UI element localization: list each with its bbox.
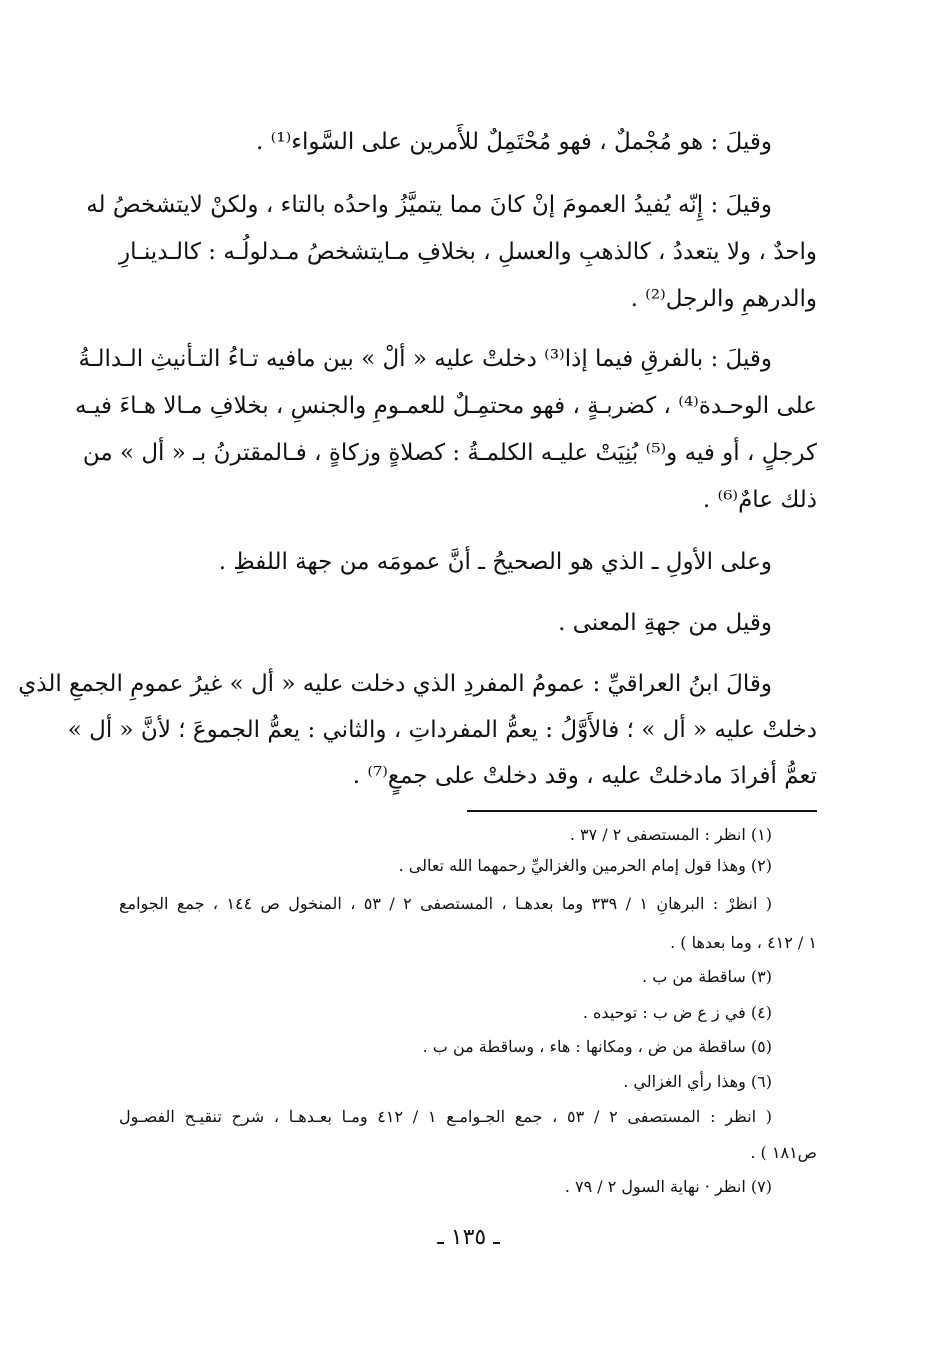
footnote-line: (٦) وهذا رأي الغزالي . xyxy=(623,1072,772,1091)
footnote-line: ( انظرْ : البرهانِ ١ / ٣٣٩ وما بعدهـا ، المستصفى ٢ / ٥٣ ، المنخول ص ١٤٤ ، جمع الجوامع xyxy=(119,894,773,913)
body-line: تعمُّ أفرادَ مادخلتْ عليه ، وقد دخلتْ على جمعٍ⁽⁷⁾ . xyxy=(352,763,817,789)
footnote-line: ص١٨١ ) . xyxy=(750,1143,817,1162)
body-line: وقيل من جهةِ المعنى . xyxy=(558,610,772,636)
footnote-separator xyxy=(467,810,817,812)
body-line: وقيلَ : هو مُجْملٌ ، فهو مُحْتَمِلٌ للأَمرين على السَّواء⁽¹⁾ . xyxy=(256,129,772,155)
footnote-line: (٣) ساقطة من ب . xyxy=(642,967,772,986)
body-line: على الوحـدة⁽⁴⁾ ، كضربـةٍ ، فهو محتمِـلٌ للعمـومِ والجنسِ ، بخلافِ مـالا هـاءَ فيـه xyxy=(75,393,817,419)
body-line: ذلك عامٌ⁽⁶⁾ . xyxy=(702,487,817,513)
footnote-line: (١) انظر : المستصفى ٢ / ٣٧ . xyxy=(569,825,772,844)
footnote-line: (٢) وهذا قول إمام الحرمين والغزاليِّ رحمهما الله تعالى . xyxy=(398,856,772,875)
body-line: وعلى الأولِ ـ الذي هو الصحيحُ ـ أنَّ عمومَه من جهة اللفظِ . xyxy=(218,549,772,575)
body-line: كرجلٍ ، أو فيه و⁽⁵⁾ بُنِيَتْ عليـه الكلمـةُ : كصلاةٍ وزكاةٍ ، فـالمقترنُ بـ « أل » من xyxy=(82,440,817,466)
body-line: والدرهمِ والرجل⁽²⁾ . xyxy=(630,286,817,312)
body-line: وقيلَ : بالفرقِ فيما إذا⁽³⁾ دخلتْ عليه « ألْ » بين مافيه تـاءُ التـأنيثِ الـدالـةُ xyxy=(78,346,772,372)
body-line: وقيلَ : إِنّه يُفيدُ العمومَ إنْ كانَ مما يتميَّزُ واحدُه بالتاء ، ولكنْ لايتشخصُ له xyxy=(86,192,772,218)
footnote-line: (٧) انظر · نهاية السول ٢ / ٧٩ . xyxy=(564,1177,772,1196)
body-line: دخلتْ عليه « أل » ؛ فالأَوَّلُ : يعمُّ المفرداتِ ، والثاني : يعمُّ الجموعَ ؛ لأنَّ « أل » xyxy=(67,717,817,743)
footnote-line: ١ / ٤١٢ ، وما بعدها ) . xyxy=(670,933,817,952)
body-line: وقالَ ابنُ العراقيِّ : عمومُ المفردِ الذي دخلت عليه « أل » غيرُ عمومِ الجمعِ الذي xyxy=(18,671,772,697)
page-number: ـ ١٣٥ ـ xyxy=(437,1225,500,1250)
footnote-line: (٤) في ز ع ض ب : توحيده . xyxy=(582,1003,772,1022)
body-line: واحدٌ ، ولا يتعددُ ، كالذهبِ والعسلِ ، بخلافِ مـايتشخصُ مـدلولُـه : كالـدينـارِ xyxy=(119,239,817,265)
footnote-line: (٥) ساقطة من ض ، ومكانها : هاء ، وساقطة من ب . xyxy=(422,1037,772,1056)
footnote-line: ( انظر : المستصفى ٢ / ٥٣ ، جمع الجـوامـع ١ / ٤١٢ ومـا بعـدهـا ، شرح تنقيـح الفصـول xyxy=(119,1107,773,1126)
